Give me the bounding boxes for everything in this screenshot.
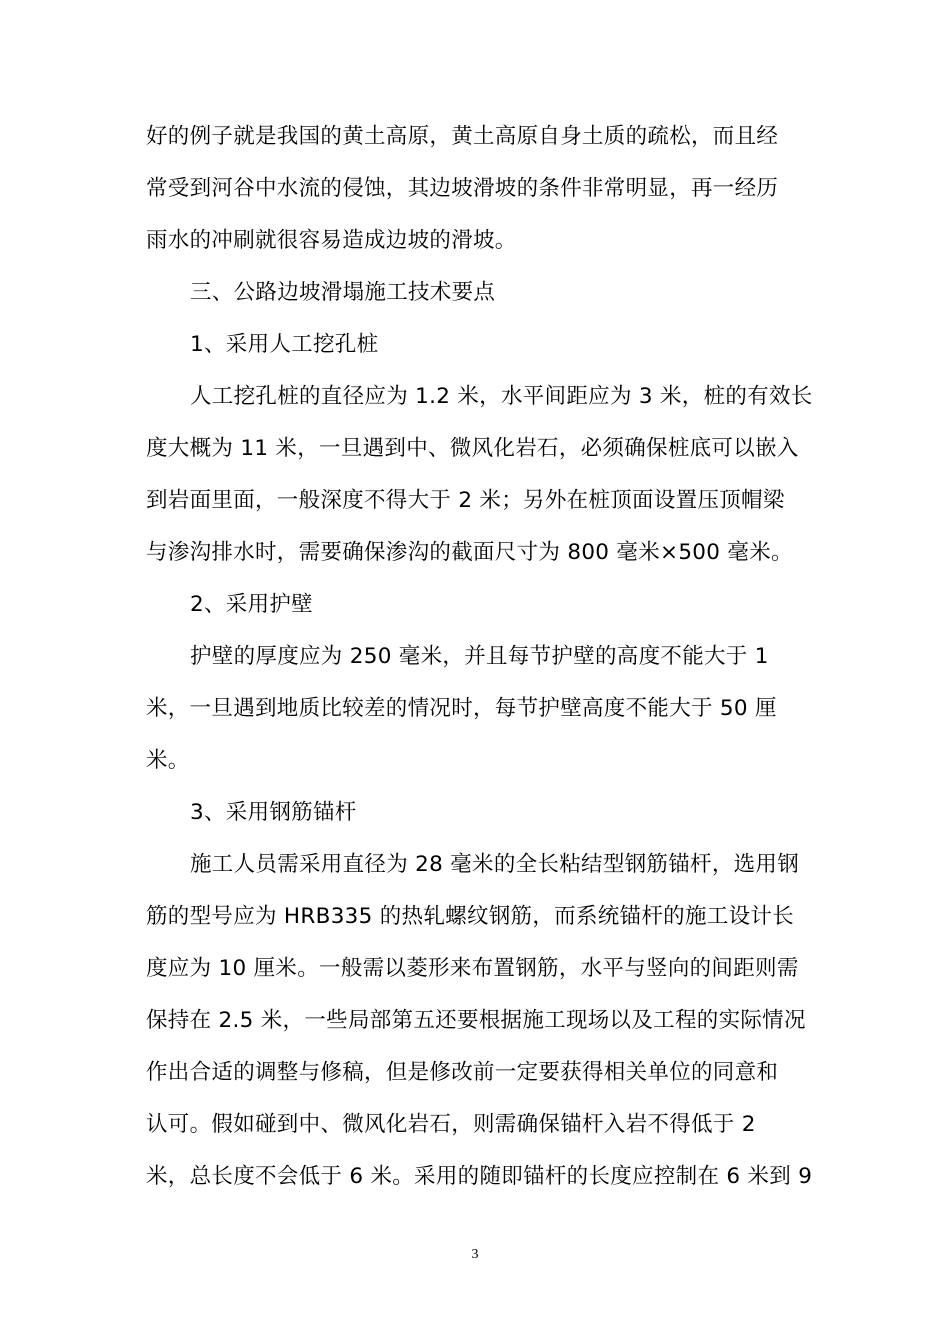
text-line: 认可。假如碰到中、微风化岩石，则需确保锚杆入岩不得低于 2 [146,1112,756,1137]
page-number: 3 [471,1247,479,1262]
text-line: 度应为 10 厘米。一般需以菱形来布置钢筋，水平与竖向的间距则需 [146,956,799,981]
text-line: 雨水的冲刷就很容易造成边坡的滑坡。 [146,228,517,253]
subsection-heading: 2、采用护壁 [190,592,313,617]
text-line: 人工挖孔桩的直径应为 1.2 米，水平间距应为 3 米，桩的有效长 [190,384,813,409]
text-line: 米，总长度不会低于 6 米。采用的随即锚杆的长度应控制在 6 米到 9 [146,1164,813,1189]
subsection-heading: 1、采用人工挖孔桩 [190,332,379,357]
text-line: 米，一旦遇到地质比较差的情况时，每节护壁高度不能大于 50 厘 [146,696,777,721]
text-line: 米。 [146,748,190,773]
text-line: 好的例子就是我国的黄土高原，黄土高原自身土质的疏松，而且经 [146,124,779,149]
text-line: 作出合适的调整与修稿，但是修改前一定要获得相关单位的同意和 [146,1060,779,1085]
text-line: 护壁的厚度应为 250 毫米，并且每节护壁的高度不能大于 1 [190,644,769,669]
text-line: 常受到河谷中水流的侵蚀，其边坡滑坡的条件非常明显，再一经历 [146,176,779,201]
text-line: 保持在 2.5 米，一些局部第五还要根据施工现场以及工程的实际情况 [146,1008,806,1033]
text-line: 与渗沟排水时，需要确保渗沟的截面尺寸为 800 毫米×500 毫米。 [146,540,793,565]
text-line: 筋的型号应为 HRB335 的热轧螺纹钢筋，而系统锚杆的施工设计长 [146,904,794,929]
text-line: 度大概为 11 米，一旦遇到中、微风化岩石，必须确保桩底可以嵌入 [146,436,799,461]
text-line: 到岩面里面，一般深度不得大于 2 米；另外在桩顶面设置压顶帽梁 [146,488,785,513]
text-line: 施工人员需采用直径为 28 毫米的全长粘结型钢筋锚杆，选用钢 [190,852,800,877]
section-heading: 三、公路边坡滑塌施工技术要点 [190,280,496,305]
subsection-heading: 3、采用钢筋锚杆 [190,800,357,825]
